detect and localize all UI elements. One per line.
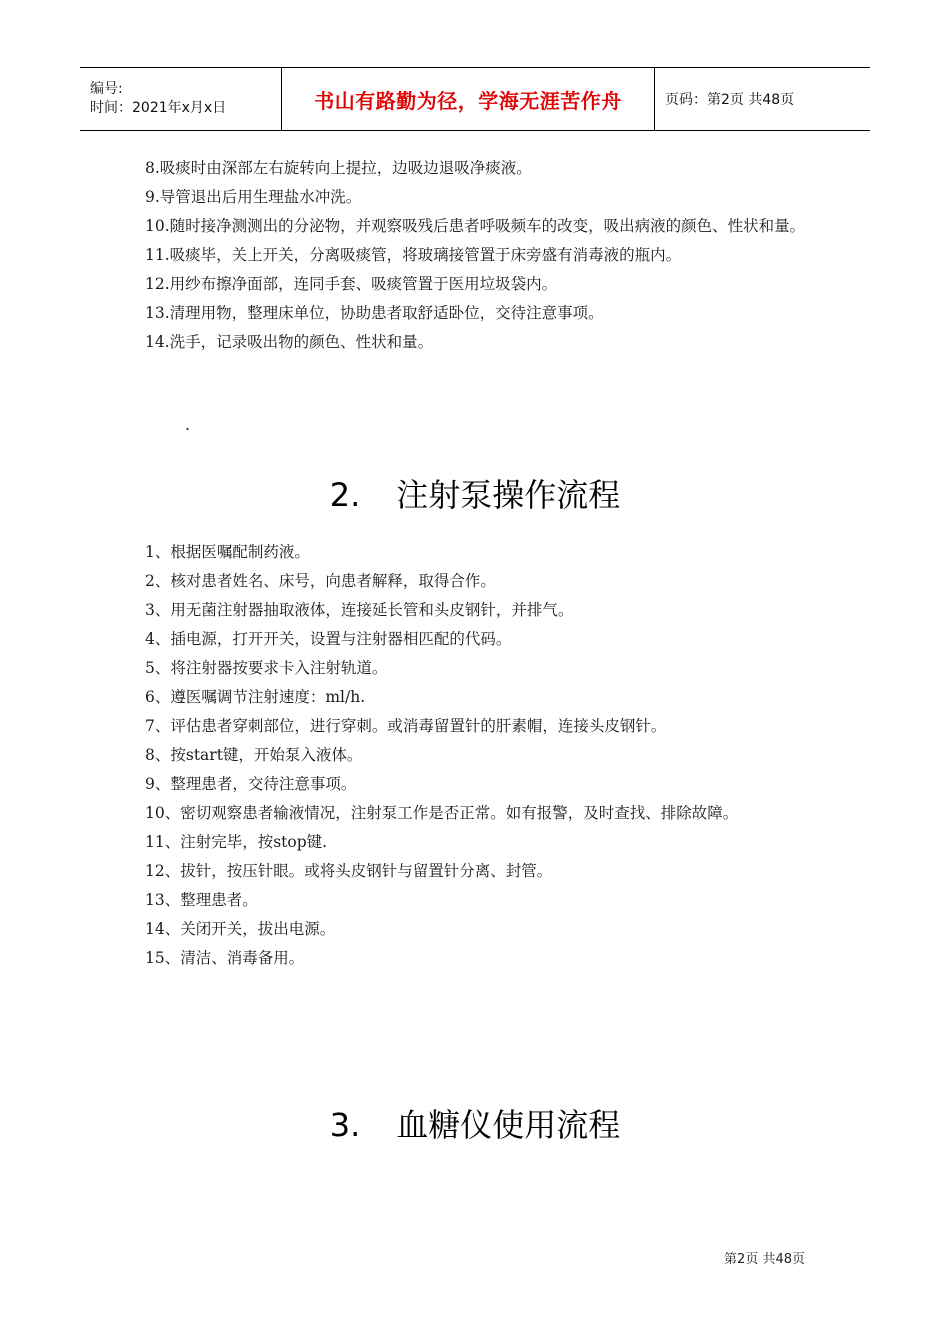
list-item: 12.用纱布擦净面部，连同手套、吸痰管置于医用垃圾袋内。 [145, 275, 558, 293]
section-2-title: 注射泵操作流程 [396, 476, 621, 514]
list-item: 8.吸痰时由深部左右旋转向上提拉，边吸边退吸净痰液。 [145, 159, 532, 177]
list-item: 5、将注射器按要求卡入注射轨道。 [145, 659, 388, 677]
list-item: 6、遵医嘱调节注射速度：ml/h. [145, 688, 366, 706]
section-2-heading [0, 470, 950, 516]
list-item: 1、根据医嘱配制药液。 [145, 543, 310, 561]
injection-pump-steps-list [145, 538, 825, 973]
list-item: 11.吸痰毕，关上开关，分离吸痰管，将玻璃接管置于床旁盛有消毒液的瓶内。 [145, 246, 682, 264]
section-3-number: 3. [329, 1106, 361, 1144]
list-item: 8、按start键，开始泵入液体。 [145, 746, 363, 764]
list-item: 10.随时接净测测出的分泌物，并观察吸残后患者呼吸频车的改变，吸出病液的颜色、性状和量。 [145, 217, 806, 235]
section-3-title: 血糖仪使用流程 [396, 1106, 621, 1144]
section-2-number: 2. [329, 476, 361, 514]
document-header [80, 67, 870, 131]
list-item: 10、密切观察患者输液情况，注射泵工作是否正常。如有报警，及时查找、排除故障。 [145, 804, 739, 822]
list-item: 12、拔针，按压针眼。或将头皮钢针与留置针分离、封管。 [145, 862, 553, 880]
list-item: 2、核对患者姓名、床号，向患者解释，取得合作。 [145, 572, 496, 590]
header-meta [80, 68, 282, 130]
list-item: 9.导管退出后用生理盐水冲洗。 [145, 188, 362, 206]
list-item: 4、插电源，打开开关，设置与注射器相匹配的代码。 [145, 630, 512, 648]
footer-page-label: 第2页 共48页 [724, 1252, 805, 1267]
motto-text: 书山有路勤为径，学海无涯苦作舟 [314, 88, 622, 113]
header-motto [282, 68, 655, 130]
list-item: 11、注射完毕，按stop键. [145, 833, 328, 851]
number-label: 编号: [90, 81, 123, 97]
time-label: 时间：2021年x月x日 [90, 100, 227, 116]
list-item: 13、整理患者。 [145, 891, 258, 909]
list-item: 14.洗手，记录吸出物的颜色、性状和量。 [145, 333, 434, 351]
list-item: 15、清洁、消毒备用。 [145, 949, 305, 967]
separator-dot: . [185, 415, 191, 434]
list-item: 3、用无菌注射器抽取液体，连接延长管和头皮钢针，并排气。 [145, 601, 574, 619]
list-item: 13.清理用物，整理床单位，协助患者取舒适卧位，交待注意事项。 [145, 304, 604, 322]
list-item: 7、评估患者穿刺部位，进行穿刺。或消毒留置针的肝素帽，连接头皮钢针。 [145, 717, 667, 735]
list-item: 9、整理患者，交待注意事项。 [145, 775, 357, 793]
suction-steps-list [145, 154, 825, 357]
section-3-heading [0, 1100, 950, 1146]
page-footer [724, 1248, 805, 1267]
list-item: 14、关闭开关，拔出电源。 [145, 920, 336, 938]
header-page-info [655, 68, 870, 130]
header-page-label: 页码：第2页 共48页 [665, 92, 795, 108]
